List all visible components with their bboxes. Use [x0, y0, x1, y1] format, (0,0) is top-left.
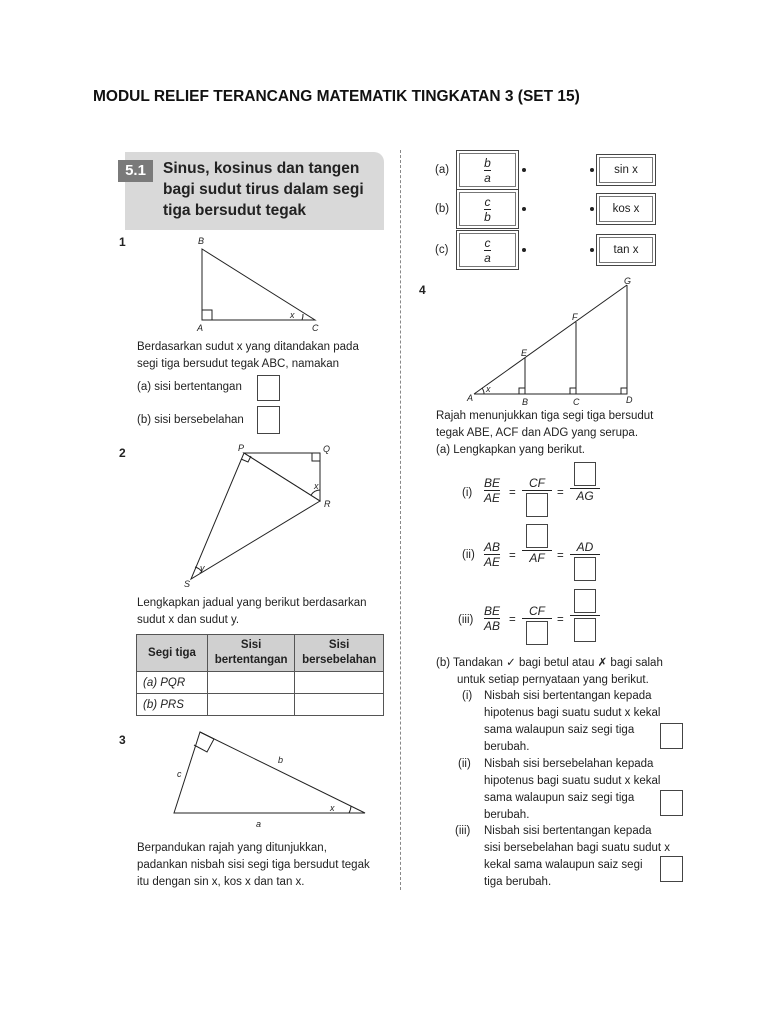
q4-a-i-frac-3-den: AG [576, 489, 594, 503]
section-title: Sinus, kosinus dan tangen bagi sudut tirus dalam segi tiga bersudut tegak [163, 160, 364, 219]
q2-table-header-segi-tiga: Segi tiga [137, 635, 208, 672]
q4-a-iii-frac-3 [570, 589, 600, 642]
q2-table-row-prs-label: (b) PRS [137, 694, 208, 716]
q2-table-cell-prs-bersebelahan[interactable] [295, 694, 384, 716]
q4-a-i-equals-1: = [509, 487, 516, 499]
q3-match-dot-left-c[interactable] [522, 248, 526, 252]
q4-a-i-box-den[interactable] [526, 493, 548, 517]
question-2-number: 2 [119, 446, 126, 460]
q4-b-iii-line-4: tiga berubah. [484, 876, 552, 888]
q3-match-frac-a-den: a [484, 170, 491, 185]
q3-match-frac-c [484, 236, 491, 265]
q4-b-i-checkbox[interactable] [660, 723, 683, 749]
q4-a-ii-frac-3-num: AD [576, 540, 594, 554]
q1-answer-box-b[interactable] [257, 406, 280, 434]
q4-b-i-line-3: sama walaupun saiz segi tiga [484, 724, 635, 736]
q1-part-a: (a) sisi bertentangan [137, 381, 242, 393]
q4-a-iii-frac-1 [484, 604, 500, 633]
q4-b-ii-line-3: sama walaupun saiz segi tiga [484, 792, 635, 804]
q2-table-header-bertentangan-l1: Sisi [240, 639, 262, 651]
q4-a-i-label: (i) [462, 487, 473, 499]
q2-vertex-p: P [238, 443, 245, 453]
q2-table-header-bersebelahan-l1: Sisi [328, 639, 350, 651]
q3-match-frac-c-num: c [484, 235, 491, 250]
q3-match-dot-left-a[interactable] [522, 168, 526, 172]
q3-match-ratio-a[interactable] [456, 150, 519, 190]
q4-part-a-intro: (a) Lengkapkan yang berikut. [436, 444, 585, 456]
q1-vertex-c: C [312, 323, 319, 333]
q3-text-line-2: padankan nisbah sisi segi tiga bersudut tegak [137, 859, 370, 871]
q1-angle-arc [302, 314, 303, 320]
q4-a-iii-box-den[interactable] [526, 621, 548, 645]
q2-triangle-prs [191, 453, 320, 579]
q4-vertex-g: G [624, 276, 632, 286]
q1-angle-x: x [290, 310, 295, 320]
q3-match-target-kos-label: kos x [599, 196, 653, 222]
q2-table-header-bertentangan [208, 635, 295, 672]
q4-b-ii-label: (ii) [458, 758, 471, 770]
q3-match-frac-b-den: b [484, 209, 491, 224]
q4-a-ii-frac-3-bar [570, 554, 600, 555]
q4-a-i-frac-1-den: AE [484, 491, 501, 505]
q3-match-frac-a-num: b [484, 155, 491, 170]
q4-a-i-frac-2 [522, 476, 552, 517]
q2-table-row-pqr-label: (a) PQR [137, 672, 208, 694]
section-number-badge: 5.1 [118, 160, 153, 182]
q4-text-line-1: Rajah menunjukkan tiga segi tiga bersudut [436, 410, 654, 422]
table-row [137, 672, 384, 694]
q4-part-b-line-1: (b) Tandakan ✓ bagi betul atau ✗ bagi salah [436, 657, 663, 669]
q4-a-ii-equals-2: = [557, 550, 564, 562]
q2-triangles-diagram [180, 442, 340, 592]
question-4-number: 4 [419, 283, 426, 297]
q3-text-line-3: itu dengan sin x, kos x dan tan x. [137, 876, 305, 888]
q4-a-i-box-num[interactable] [574, 462, 596, 486]
q3-angle-arc [349, 806, 351, 813]
q4-vertex-b: B [522, 397, 529, 407]
q3-match-dot-right-3[interactable] [590, 248, 594, 252]
q4-vertex-e: E [521, 348, 528, 358]
q4-a-iii-frac-2 [522, 604, 552, 645]
q3-match-label-a: (a) [435, 164, 450, 176]
q2-vertex-q: Q [323, 444, 331, 454]
q2-text-line-1: Lengkapkan jadual yang berikut berdasarkan [137, 597, 367, 609]
q2-table-cell-pqr-bertentangan[interactable] [208, 672, 295, 694]
q3-text-line-1: Berpandukan rajah yang ditunjukkan, [137, 842, 327, 854]
q4-b-i-line-2: hipotenus bagi suatu sudut x kekal [484, 707, 661, 719]
q2-table-cell-prs-bertentangan[interactable] [208, 694, 295, 716]
q4-a-iii-frac-1-num: BE [484, 604, 501, 618]
q4-a-i-frac-2-num: CF [529, 476, 545, 490]
q4-a-i-frac-1-num: BE [484, 476, 501, 490]
q2-vertex-s: S [184, 579, 191, 589]
q4-a-i-frac-1 [484, 476, 500, 505]
q4-angle-x: x [486, 384, 491, 394]
q4-angle-arc [482, 388, 484, 394]
q4-a-iii-frac-2-bar [522, 618, 552, 619]
q1-vertex-a: A [197, 323, 204, 333]
q2-table-cell-pqr-bersebelahan[interactable] [295, 672, 384, 694]
q3-match-frac-b-num: c [484, 194, 491, 209]
q1-triangle [202, 249, 315, 320]
q4-a-iii-frac-2-num: CF [529, 604, 545, 618]
q4-a-iii-box-num[interactable] [574, 589, 596, 613]
q3-match-dot-right-2[interactable] [590, 207, 594, 211]
q3-match-target-sin[interactable] [596, 154, 656, 186]
q4-a-ii-label: (ii) [462, 549, 475, 561]
q3-match-label-c: (c) [435, 244, 449, 256]
q4-b-iii-line-1: Nisbah sisi bertentangan kepada [484, 825, 652, 837]
q3-match-target-kos[interactable] [596, 193, 656, 225]
q4-part-b-line-2: untuk setiap pernyataan yang berikut. [457, 674, 649, 686]
q3-triangle-diagram [165, 725, 375, 833]
q3-triangle [174, 732, 365, 813]
q4-b-i-line-4: berubah. [484, 741, 530, 753]
q4-a-ii-box-num[interactable] [526, 524, 548, 548]
q4-a-iii-frac-3-bar [570, 615, 600, 616]
q4-b-i-label: (i) [462, 690, 473, 702]
q4-b-ii-checkbox[interactable] [660, 790, 683, 816]
q2-table-header-row [137, 635, 384, 672]
q3-side-a: a [256, 819, 262, 829]
q2-table-header-bertentangan-l2: bertentangan [214, 654, 288, 666]
q1-part-b: (b) sisi bersebelahan [137, 414, 244, 426]
q4-right-angle-d [621, 388, 627, 394]
q1-triangle-diagram [190, 232, 330, 334]
q4-a-ii-box-den[interactable] [574, 557, 596, 581]
q4-a-ii-equals-1: = [509, 550, 516, 562]
q3-side-b: b [278, 755, 284, 765]
q4-b-iii-checkbox[interactable] [660, 856, 683, 882]
q3-side-c: c [177, 769, 182, 779]
q4-right-angle-c [570, 388, 576, 394]
q4-triangles-diagram [460, 275, 640, 407]
q2-right-angle-q [312, 453, 320, 461]
q4-b-iii-line-2: sisi bersebelahan bagi suatu sudut x [484, 842, 671, 854]
q2-text-line-2: sudut x dan sudut y. [137, 614, 240, 626]
q4-a-ii-frac-3 [570, 540, 600, 581]
q4-a-iii-box-den[interactable] [574, 618, 596, 642]
q4-a-i-frac-2-bar [522, 490, 552, 491]
q4-a-iii-label: (iii) [458, 614, 474, 626]
q4-a-ii-frac-1 [484, 540, 500, 569]
column-divider [400, 150, 401, 890]
q1-text-line-1: Berdasarkan sudut x yang ditandakan pada [137, 341, 359, 353]
page-title: MODUL RELIEF TERANCANG MATEMATIK TINGKATAN 3 (SET 15) [93, 88, 580, 105]
q3-match-target-tan-label: tan x [599, 237, 653, 263]
q1-answer-box-a[interactable] [257, 375, 280, 401]
q3-match-ratio-c[interactable] [456, 230, 519, 270]
q4-vertex-d: D [626, 395, 633, 405]
q4-a-i-frac-3 [570, 462, 600, 503]
q4-b-ii-line-1: Nisbah sisi bersebelahan kepada [484, 758, 654, 770]
q1-vertex-b: B [198, 236, 205, 246]
q4-a-ii-frac-2 [522, 524, 552, 565]
q4-vertex-c: C [573, 397, 580, 407]
q3-match-target-tan[interactable] [596, 234, 656, 266]
q2-angle-x: x [314, 481, 319, 491]
q4-text-line-2: tegak ABE, ACF dan ADG yang serupa. [436, 427, 639, 439]
q2-angle-y: y [200, 563, 205, 573]
q4-a-iii-equals-1: = [509, 614, 516, 626]
question-3-number: 3 [119, 733, 126, 747]
q1-right-angle-mark [202, 310, 212, 320]
q4-a-ii-frac-1-num: AB [484, 540, 501, 554]
table-row [137, 694, 384, 716]
q4-b-ii-line-4: berubah. [484, 809, 530, 821]
q3-match-frac-b [484, 195, 491, 224]
q3-match-dot-left-b[interactable] [522, 207, 526, 211]
q4-vertex-f: F [572, 312, 578, 322]
q4-b-iii-line-3: kekal sama walaupun saiz segi [484, 859, 643, 871]
q4-a-iii-equals-2: = [557, 614, 564, 626]
q4-a-iii-frac-1-den: AB [484, 619, 501, 633]
q3-match-target-sin-label: sin x [599, 157, 653, 183]
q4-b-ii-line-2: hipotenus bagi suatu sudut x kekal [484, 775, 661, 787]
q4-a-ii-frac-2-den: AF [529, 551, 545, 565]
q3-match-dot-right-1[interactable] [590, 168, 594, 172]
q4-a-i-equals-2: = [557, 487, 564, 499]
q4-b-iii-label: (iii) [455, 825, 471, 837]
q4-right-angle-b [519, 388, 525, 394]
q2-vertex-r: R [324, 499, 331, 509]
q1-text-line-2: segi tiga bersudut tegak ABC, namakan [137, 358, 340, 370]
q4-a-ii-frac-1-den: AE [484, 555, 501, 569]
q3-match-frac-c-den: a [484, 250, 491, 265]
q3-match-ratio-b[interactable] [456, 189, 519, 229]
q3-match-label-b: (b) [435, 203, 450, 215]
q2-table-header-bersebelahan [295, 635, 384, 672]
q2-table [136, 634, 384, 716]
q4-hypotenuse-line [474, 285, 627, 394]
q2-table-header-bersebelahan-l2: bersebelahan [302, 654, 377, 666]
question-1-number: 1 [119, 235, 126, 249]
q4-b-i-line-1: Nisbah sisi bertentangan kepada [484, 690, 652, 702]
q3-match-frac-a [484, 156, 491, 185]
q3-angle-x: x [330, 803, 335, 813]
q4-vertex-a: A [467, 393, 474, 403]
